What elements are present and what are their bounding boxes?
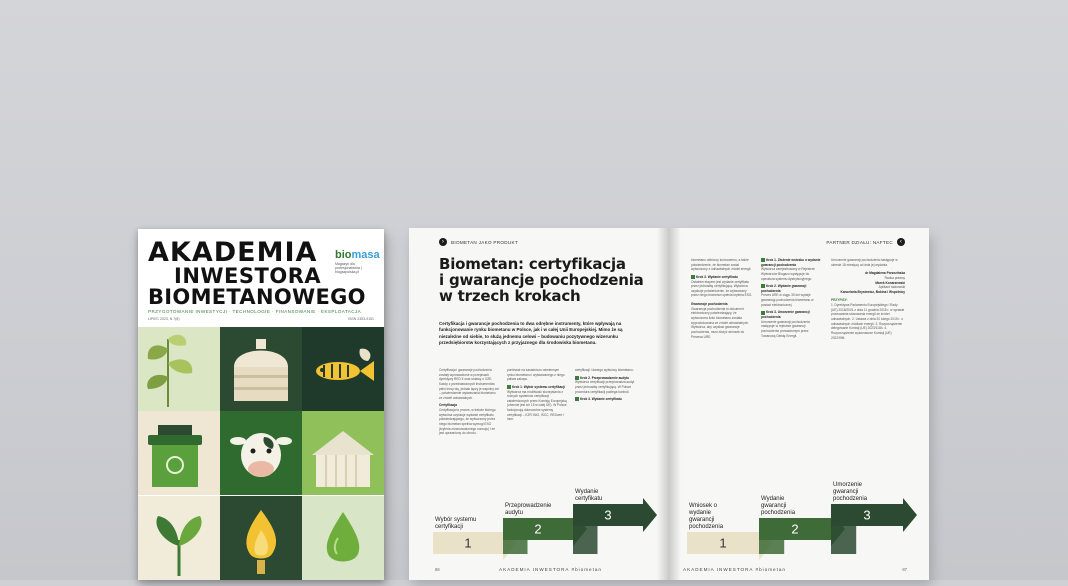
step-label-1: Wybór systemu certyfikacji — [435, 517, 477, 530]
right-col3-text: Umorzenie gwarancji pochodzenia następuje w okresie 18 miesięcy od dnia jej wydania. — [831, 258, 898, 267]
cover-illustration-grid — [138, 327, 384, 580]
farm-shed-icon — [302, 411, 384, 495]
cover-issn: ISSN 2353-9151 — [348, 317, 374, 321]
left-col3-text: certyfikacji i danego wytwórcy biometanu. — [575, 368, 634, 372]
left-page — [409, 228, 669, 580]
left-page-number: 86 — [435, 567, 440, 572]
biomasa-logo — [335, 245, 379, 275]
step-marker-icon — [761, 311, 765, 315]
step-number-2: 2 — [791, 521, 799, 537]
left-col2 — [507, 368, 567, 422]
left-col2-text: ponieważ na zasadniczo odmiennym rynku biometanu i wytwarzanego z niego paliwa zakupu. — [507, 368, 565, 382]
cover-subtitle: PRZYGOTOWANIE INWESTYCJI · TECHNOLOGIE · FINANSOWANIE · EKSPLOATACJA — [148, 309, 362, 314]
logo-tagline: Magazyn dla profesjonalistów | biogazpolska.pl — [335, 262, 362, 274]
leaves-icon — [138, 327, 220, 411]
water-drop-icon — [302, 496, 384, 580]
right-col2-step2-label: Krok 2. Wydanie gwarancji pochodzenia — [761, 284, 807, 293]
cover-title-line3: BIOMETANOWEGO — [148, 285, 366, 309]
step-number-1: 1 — [719, 535, 727, 551]
left-col2-step-label: Krok 1. Wybór systemu certyfikacji — [512, 384, 565, 389]
step-number-1: 1 — [464, 535, 472, 551]
step-marker-icon — [761, 284, 765, 288]
cover-title-line2: INWESTORA — [174, 264, 322, 288]
magazine-cover — [138, 229, 384, 580]
right-col1-text3: Gwarancja pochodzenia to dokument elektroniczny potwierdzający, że wytworzona ilość biometanu została wyprodukowana ze źródeł odnawialnych. Wytwórca, aby uzyskać gwarancje pochodzenia, musi złożyć wniosek do Prezesa URE. — [691, 306, 749, 339]
right-col1 — [691, 258, 753, 339]
right-footer: AKADEMIA INWESTORA #biometan — [683, 567, 786, 572]
right-col1-heading: Gwarancje pochodzenia — [691, 302, 728, 307]
right-col2-text: Wytwórca zarejestrowany w Rejestrze Wytwórców Biogazu występuje do operatora systemu dystrybucyjnego. — [761, 267, 815, 281]
step-label-3: Umorzenie gwarancji pochodzenia — [833, 482, 868, 502]
right-col2-step3 — [761, 310, 823, 319]
law-firm: Kancelaria Brysiewicz, Bokina i Wspólnicy — [840, 289, 905, 294]
step-marker-icon — [507, 385, 511, 389]
right-page — [669, 228, 929, 580]
right-section-label: PARTNER DZIAŁU: NAFTEC — [826, 239, 893, 245]
left-col3-step-label: Krok 2. Przeprowadzenie audytu — [580, 375, 630, 380]
article-headline — [439, 256, 659, 305]
magazine-spread — [409, 228, 929, 580]
right-col1-step-label: Krok 3. Wydanie certyfikatu — [696, 274, 738, 279]
certification-steps-chart — [429, 468, 659, 564]
logo-masa: masa — [351, 249, 380, 261]
step-label-3: Wydanie certyfikatu — [575, 489, 603, 502]
left-section-header — [435, 238, 518, 246]
step-base-2 — [759, 540, 784, 554]
right-col3 — [831, 258, 905, 340]
flame-icon — [220, 496, 302, 580]
step-number-2: 2 — [534, 521, 542, 537]
step-label-2: Wydanie gwarancji pochodzenia — [761, 496, 796, 516]
author2-name: Marek Konarzewski — [875, 280, 905, 285]
left-col2-step — [507, 385, 567, 390]
left-col1-heading: Certyfikacja — [439, 403, 458, 408]
left-col3 — [575, 368, 637, 402]
cover-title-line1: AKADEMIA — [148, 237, 318, 268]
headline-line1: Biometan: certyfikacja — [439, 255, 626, 273]
left-col1-text2: Certyfikacja to proces, w trakcie którego wytwórca uzyskuje wydanie certyfikatu potwierdzającego, że wytworzony przez niego biometan spełnia wymogi ESG (kryteria zrównoważonego rozwoju) i że jest uprawniony do obrotu. — [439, 408, 496, 436]
left-col1 — [439, 368, 499, 436]
author2-title: Aplikant radcowski — [878, 285, 905, 290]
left-col3-text2: Wytwórca certyfikacji przeprowadza audyt przez jednostkę certyfikującą. W Polsce procedura certyfikacji podlega kontroli. — [575, 380, 635, 394]
left-col3-step2-label: Krok 3. Wydanie certyfikatu — [580, 397, 622, 402]
step-number-3: 3 — [863, 507, 871, 523]
cover-issue: LIPIEC 2023, N 7(8) — [148, 317, 180, 321]
right-col2-text2: Prezes URE w ciągu 30 dni wydaje gwarancję pochodzenia biometanu w postaci elektronicznej. — [761, 293, 814, 307]
author-title: Radca prawny — [884, 275, 905, 280]
footnotes-heading: PRZYPISY: — [831, 298, 848, 303]
step-label-2: Przeprowadzenie audytu — [505, 503, 552, 516]
article-lead: Certyfikacja i gwarancje pochodzenia to dwa odrębne instrumenty, które wpływają na funkcjonowanie rynku biometanu w Polsce, jak i w całej Unii Europejskiej. Mimo że są niezależne od siebie, to służą jednemu celowi – budowaniu pozytywnego wizerunku przedsiębiorstw korzystających z przyjaznego dla środowiska biometanu. — [439, 321, 623, 345]
footnotes-text: 1. Dyrektywa Parlamentu Europejskiego i Rady (UE) 2018/2001 z dnia 11 grudnia 2018 r. w sprawie promowania stosowania energii ze źródeł odnawialnych. 2. Ustawa z dnia 20 lutego 2015 r. o odnawialnych źródłach energii. 3. Rozporządzenie delegowane Komisji (UE) 2023/1184. 4. Rozporządzenie wykonawcze Komisji (UE) 2022/996. — [831, 303, 905, 340]
spread-fold — [657, 228, 681, 580]
guarantee-steps-chart — [683, 466, 919, 564]
left-footer: AKADEMIA INWESTORA #biometan — [499, 567, 602, 572]
left-col1-text: Certyfikacja i gwarancje pochodzenia zostały wprowadzone w przepisach dyrektywy RED II oraz ustawy o OZE. Każdy z przedstawionych instrumentów pełni inną rolę, jednak łączy je wspólny cel – potwierdzenie wytwarzania biometanu ze źródeł odnawialnych. — [439, 368, 499, 400]
right-col2-step-label: Krok 1. Złożenie wniosku o wydanie gwarancji pochodzenia — [761, 258, 821, 267]
right-section-header — [826, 238, 909, 246]
right-col2 — [761, 258, 823, 338]
author-block — [831, 271, 905, 294]
logo-bio: bio — [335, 249, 352, 261]
step-base-2 — [503, 540, 528, 554]
cow-icon — [220, 411, 302, 495]
right-col2-step2 — [761, 284, 823, 293]
step-label-1: Wniosek o wydanie gwarancji pochodzenia — [689, 503, 724, 530]
step-base-3 — [831, 526, 856, 554]
left-section-label: BIOMETAN JAKO PRODUKT — [451, 239, 518, 245]
arrow-right-icon: › — [439, 238, 447, 246]
digester-tank-icon — [220, 327, 302, 411]
headline-line2: i gwarancje pochodzenia — [439, 271, 644, 290]
step-marker-icon — [691, 275, 695, 279]
sprout-icon — [138, 496, 220, 580]
food-waste-icon — [302, 327, 384, 411]
left-col2-text2: Wytwórca ma możliwość skorzystania z różnych systemów certyfikacji zatwierdzonych przez Komisję Europejską (obecnie jest ich 15 w całej UE). W Polsce funkcjonują dobrowolne systemy certyfikacji – KZR INiG, ISCC, REDcert i inne. — [507, 389, 567, 422]
cover-meta — [148, 317, 374, 321]
left-col3-step2 — [575, 397, 637, 402]
step-number-3: 3 — [604, 507, 612, 523]
step-marker-icon — [761, 258, 765, 262]
author-name: dr Magdalena Porzezińska — [865, 271, 905, 276]
right-col2-step — [761, 258, 823, 267]
step-marker-icon — [575, 376, 579, 380]
right-col1-text: biometanu odbiorcy końcowemu, a także potwierdzenie, że biometan został wytworzony z odnawialnych źródeł energii. — [691, 258, 752, 272]
right-page-number: 87 — [902, 567, 907, 572]
right-col2-step3-label: Krok 3. Umorzenie gwarancji pochodzenia — [761, 310, 810, 320]
headline-line3: w trzech krokach — [439, 287, 581, 306]
right-col1-text2: Ostatnim etapem jest wydanie certyfikatu przez jednostkę certyfikującą. Wytwórca uzyskuje potwierdzenie, że wytwarzany przez niego biometan spełnia kryteria ESG. — [691, 279, 753, 298]
recycle-bin-icon — [138, 411, 220, 495]
step-marker-icon — [575, 397, 579, 401]
arrow-left-icon: ‹ — [897, 238, 905, 246]
right-col2-text3: Umorzenie gwarancji pochodzenia następuje w rejestrze gwarancji pochodzenia prowadzonym przez Towarową Giełdę Energii. — [761, 319, 810, 338]
step-base-3 — [573, 526, 598, 554]
